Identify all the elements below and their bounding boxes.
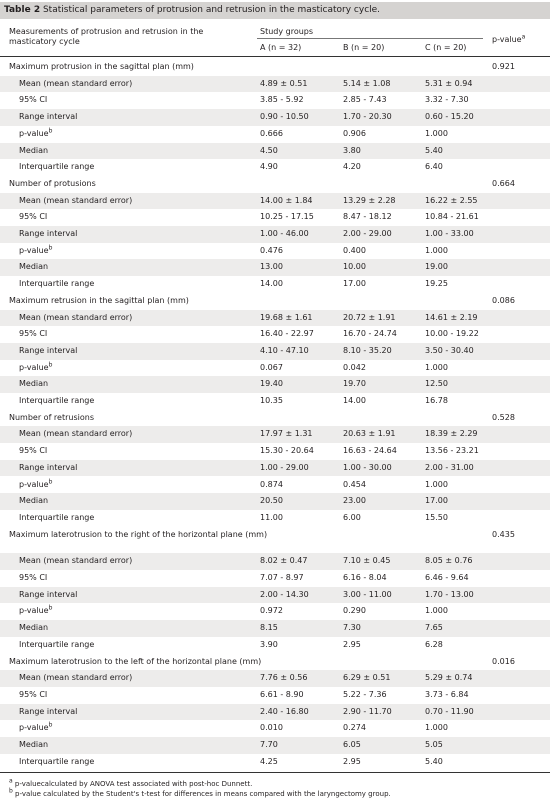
cell-group-c: 5.40 xyxy=(425,145,443,155)
row-label-text: p-value xyxy=(19,606,49,616)
cell-group-a: 14.00 ± 1.84 xyxy=(260,195,313,205)
row-label-text: Mean (mean standard error) xyxy=(19,312,133,322)
cell-group-b: 7.30 xyxy=(343,623,361,633)
row-label xyxy=(19,573,47,583)
header-p-value-label: p-value xyxy=(492,35,522,44)
row-label xyxy=(19,477,53,490)
cell-group-b: 2.95 xyxy=(343,756,361,766)
cell-group-b: 0.454 xyxy=(343,479,366,489)
header-p-value xyxy=(492,35,525,45)
row-label xyxy=(19,690,47,700)
row-label-text: p-value xyxy=(19,245,49,255)
row-label-sup: b xyxy=(48,360,53,368)
header-rule xyxy=(0,56,550,57)
cell-group-a: 0.874 xyxy=(260,479,283,489)
section-title: Number of protusions xyxy=(9,178,96,188)
study-groups-rule xyxy=(257,38,483,39)
cell-group-a: 19.40 xyxy=(260,379,283,389)
cell-group-a: 15.30 - 20.64 xyxy=(260,446,314,456)
table-row xyxy=(0,460,550,477)
cell-group-a: 0.666 xyxy=(260,128,283,138)
table-row xyxy=(0,126,550,143)
cell-group-c: 16.22 ± 2.55 xyxy=(425,195,478,205)
table-row xyxy=(0,159,550,176)
cell-group-c: 1.000 xyxy=(425,606,448,616)
row-label xyxy=(19,229,77,239)
header-group-a: A (n = 32) xyxy=(260,43,302,52)
section-title: Number of retrusions xyxy=(9,412,94,422)
cell-group-a: 17.97 ± 1.31 xyxy=(260,429,313,439)
row-label-text: Interquartile range xyxy=(19,162,95,172)
row-label-text: 95% CI xyxy=(19,212,48,222)
row-label-text: Interquartile range xyxy=(19,756,95,766)
row-label-sup: b xyxy=(48,127,53,135)
row-label-sup: b xyxy=(48,477,53,485)
cell-group-b: 7.10 ± 0.45 xyxy=(343,556,391,566)
row-label-text: Interquartile range xyxy=(19,279,95,289)
table-row xyxy=(0,376,550,393)
table-row xyxy=(0,109,550,126)
table-row xyxy=(0,243,550,260)
table-row xyxy=(0,637,550,654)
cell-group-c: 0.70 - 11.90 xyxy=(425,706,474,716)
row-label xyxy=(19,396,94,406)
cell-group-b: 5.14 ± 1.08 xyxy=(343,78,391,88)
cell-group-c: 5.29 ± 0.74 xyxy=(425,673,473,683)
row-label xyxy=(19,556,132,566)
row-label xyxy=(19,707,77,717)
cell-group-c: 19.25 xyxy=(425,279,448,289)
row-label-text: 95% CI xyxy=(19,95,48,105)
cell-group-b: 13.29 ± 2.28 xyxy=(343,195,396,205)
cell-group-c: 6.28 xyxy=(425,639,443,649)
table-row xyxy=(0,570,550,587)
row-label-sup: b xyxy=(48,604,53,612)
cell-group-a: 0.010 xyxy=(260,723,283,733)
section-header-row xyxy=(0,527,550,554)
row-label xyxy=(19,112,77,122)
table-row xyxy=(0,76,550,93)
cell-group-b: 5.22 - 7.36 xyxy=(343,689,387,699)
row-label xyxy=(19,513,94,523)
section-header-row xyxy=(0,176,550,193)
section-p-value: 0.664 xyxy=(492,178,515,188)
table-row xyxy=(0,92,550,109)
cell-group-b: 8.10 - 35.20 xyxy=(343,345,392,355)
table-row xyxy=(0,226,550,243)
cell-group-c: 15.50 xyxy=(425,512,448,522)
row-label xyxy=(19,313,132,323)
row-label xyxy=(19,606,52,616)
row-label-text: Range interval xyxy=(19,462,78,472)
cell-group-c: 3.50 - 30.40 xyxy=(425,345,474,355)
cell-group-c: 6.40 xyxy=(425,162,443,172)
row-label xyxy=(19,346,77,356)
table-row xyxy=(0,620,550,637)
footnote-text: p-valuecalculated by ANOVA test associated with post-hoc Dunnett. xyxy=(14,780,253,789)
table-row xyxy=(0,603,550,620)
cell-group-a: 0.972 xyxy=(260,606,283,616)
cell-group-c: 1.000 xyxy=(425,128,448,138)
header-measurements-line1: Measurements of protrusion and retrusion in the xyxy=(9,27,204,36)
header-p-value-sup: a xyxy=(521,33,526,41)
table-row xyxy=(0,443,550,460)
header-measurements xyxy=(9,27,203,47)
cell-group-b: 6.00 xyxy=(343,512,361,522)
row-label-text: Mean (mean standard error) xyxy=(19,556,133,566)
row-label xyxy=(19,129,52,139)
cell-group-b: 0.906 xyxy=(343,128,366,138)
cell-group-c: 10.84 - 21.61 xyxy=(425,212,479,222)
row-label xyxy=(19,496,48,506)
cell-group-a: 0.476 xyxy=(260,245,283,255)
footnote xyxy=(9,790,391,799)
cell-group-c: 19.00 xyxy=(425,262,448,272)
row-label xyxy=(19,623,48,633)
table-row xyxy=(0,310,550,327)
cell-group-c: 2.00 - 31.00 xyxy=(425,462,474,472)
table-row xyxy=(0,587,550,604)
row-label-text: Median xyxy=(19,740,49,749)
section-p-value: 0.435 xyxy=(492,529,515,539)
cell-group-b: 1.00 - 30.00 xyxy=(343,462,392,472)
cell-group-a: 4.25 xyxy=(260,756,278,766)
table-row xyxy=(0,360,550,377)
row-label-text: Range interval xyxy=(19,229,78,238)
cell-group-c: 1.000 xyxy=(425,362,448,372)
table-row xyxy=(0,687,550,704)
row-label-text: Median xyxy=(19,496,49,506)
cell-group-c: 1.000 xyxy=(425,479,448,489)
cell-group-c: 1.00 - 33.00 xyxy=(425,229,474,238)
cell-group-a: 10.25 - 17.15 xyxy=(260,212,314,222)
section-title: Maximum laterotrusion to the right of the horizontal plane (mm) xyxy=(9,529,268,539)
cell-group-c: 16.78 xyxy=(425,396,448,405)
row-label xyxy=(19,640,94,650)
section-header-row xyxy=(0,410,550,427)
row-label xyxy=(19,162,94,172)
cell-group-c: 10.00 - 19.22 xyxy=(425,329,479,339)
header-group-b: B (n = 20) xyxy=(343,43,385,52)
row-label xyxy=(19,723,52,733)
cell-group-a: 4.50 xyxy=(260,145,278,155)
table-row xyxy=(0,143,550,160)
cell-group-a: 1.00 - 29.00 xyxy=(260,462,309,472)
row-label-text: Range interval xyxy=(19,112,78,122)
row-label-text: p-value xyxy=(19,479,49,489)
table-row xyxy=(0,393,550,410)
cell-group-b: 2.90 - 11.70 xyxy=(343,706,392,716)
row-label xyxy=(19,590,77,600)
row-label-text: Median xyxy=(19,379,49,389)
table-row xyxy=(0,209,550,226)
cell-group-b: 0.400 xyxy=(343,245,366,255)
section-title: Maximum laterotrusion to the left of the horizontal plane (mm) xyxy=(9,656,262,666)
row-label-text: Range interval xyxy=(19,589,78,599)
cell-group-a: 4.89 ± 0.51 xyxy=(260,78,308,88)
row-label-sup: b xyxy=(48,721,53,729)
row-label xyxy=(19,279,94,289)
table-row xyxy=(0,704,550,721)
cell-group-a: 6.61 - 8.90 xyxy=(260,689,304,699)
section-header-row xyxy=(0,654,550,671)
row-label-text: Interquartile range xyxy=(19,512,95,522)
cell-group-a: 2.40 - 16.80 xyxy=(260,706,309,716)
row-label-text: Range interval xyxy=(19,345,78,355)
section-p-value: 0.528 xyxy=(492,412,515,422)
cell-group-a: 13.00 xyxy=(260,262,283,272)
cell-group-a: 3.90 xyxy=(260,639,278,649)
row-label xyxy=(19,740,48,750)
cell-group-a: 0.90 - 10.50 xyxy=(260,112,309,122)
cell-group-b: 23.00 xyxy=(343,496,366,506)
cell-group-c: 6.46 - 9.64 xyxy=(425,573,469,582)
cell-group-a: 7.07 - 8.97 xyxy=(260,573,304,582)
cell-group-b: 17.00 xyxy=(343,279,366,289)
row-label-text: Interquartile range xyxy=(19,396,95,405)
row-label xyxy=(19,673,132,683)
cell-group-c: 3.32 - 7.30 xyxy=(425,95,469,105)
section-title: Maximum protrusion in the sagittal plan (mm) xyxy=(9,62,194,71)
cell-group-b: 2.95 xyxy=(343,639,361,649)
cell-group-a: 1.00 - 46.00 xyxy=(260,229,309,238)
row-label xyxy=(19,95,47,105)
row-label xyxy=(19,329,47,339)
row-label-text: Mean (mean standard error) xyxy=(19,429,133,439)
row-label-text: Median xyxy=(19,623,49,633)
cell-group-c: 0.60 - 15.20 xyxy=(425,112,474,122)
section-p-value: 0.921 xyxy=(492,62,515,71)
cell-group-b: 20.63 ± 1.91 xyxy=(343,429,396,439)
table-row xyxy=(0,493,550,510)
row-label-text: Range interval xyxy=(19,706,78,716)
row-label-text: Median xyxy=(19,145,49,155)
cell-group-a: 3.85 - 5.92 xyxy=(260,95,304,105)
section-p-value: 0.016 xyxy=(492,656,515,666)
section-header-row xyxy=(0,59,550,76)
row-label xyxy=(19,429,132,439)
header-study-groups: Study groups xyxy=(260,27,314,36)
row-label xyxy=(19,212,47,222)
row-label xyxy=(19,79,132,89)
cell-group-c: 12.50 xyxy=(425,379,448,389)
cell-group-a: 4.90 xyxy=(260,162,278,172)
cell-group-c: 8.05 ± 0.76 xyxy=(425,556,473,566)
row-label xyxy=(19,262,48,272)
row-label xyxy=(19,146,48,156)
cell-group-b: 16.70 - 24.74 xyxy=(343,329,397,339)
cell-group-a: 2.00 - 14.30 xyxy=(260,589,309,599)
cell-group-c: 1.000 xyxy=(425,245,448,255)
row-label-sup: b xyxy=(48,244,53,252)
row-label xyxy=(19,757,94,767)
cell-group-c: 5.31 ± 0.94 xyxy=(425,78,473,88)
cell-group-c: 18.39 ± 2.29 xyxy=(425,429,478,439)
table-row xyxy=(0,259,550,276)
table-row xyxy=(0,477,550,494)
cell-group-b: 3.80 xyxy=(343,145,361,155)
cell-group-b: 6.29 ± 0.51 xyxy=(343,673,391,683)
cell-group-b: 2.00 - 29.00 xyxy=(343,229,392,238)
row-label xyxy=(19,360,53,373)
table-row xyxy=(0,553,550,570)
table-row xyxy=(0,720,550,737)
row-label xyxy=(19,196,132,206)
cell-group-b: 1.70 - 20.30 xyxy=(343,112,392,122)
cell-group-c: 3.73 - 6.84 xyxy=(425,689,469,699)
row-label-text: 95% CI xyxy=(19,689,48,699)
cell-group-a: 4.10 - 47.10 xyxy=(260,345,309,355)
table-row xyxy=(0,754,550,771)
cell-group-b: 0.290 xyxy=(343,606,366,616)
row-label-text: 95% CI xyxy=(19,446,48,456)
table-bottom-rule xyxy=(0,772,550,773)
cell-group-a: 8.15 xyxy=(260,623,278,633)
section-p-value: 0.086 xyxy=(492,295,515,305)
table-row xyxy=(0,737,550,754)
cell-group-a: 10.35 xyxy=(260,396,283,405)
cell-group-b: 20.72 ± 1.91 xyxy=(343,312,396,322)
row-label-text: Mean (mean standard error) xyxy=(19,195,133,205)
cell-group-b: 8.47 - 18.12 xyxy=(343,212,392,222)
footnote-text: p-value calculated by the Student's t-test for differences in means compared with the laryngectomy group. xyxy=(15,790,391,799)
row-label-text: Mean (mean standard error) xyxy=(19,673,133,683)
cell-group-c: 14.61 ± 2.19 xyxy=(425,312,478,322)
cell-group-b: 6.16 - 8.04 xyxy=(343,573,387,582)
cell-group-a: 16.40 - 22.97 xyxy=(260,329,314,339)
row-label-text: 95% CI xyxy=(19,329,48,339)
row-label xyxy=(19,379,48,389)
cell-group-b: 0.274 xyxy=(343,723,366,733)
table-caption-label: Table 2 xyxy=(4,5,41,15)
cell-group-b: 6.05 xyxy=(343,740,361,749)
table-row xyxy=(0,276,550,293)
row-label-text: Interquartile range xyxy=(19,639,95,649)
row-label-text: 95% CI xyxy=(19,573,48,582)
cell-group-c: 5.05 xyxy=(425,740,443,749)
footnote-mark: b xyxy=(9,788,13,796)
cell-group-a: 7.76 ± 0.56 xyxy=(260,673,308,683)
row-label-text: p-value xyxy=(19,723,49,733)
table-caption-text: Statistical parameters of protrusion and retrusion in the masticatory cycle. xyxy=(42,5,381,15)
cell-group-a: 19.68 ± 1.61 xyxy=(260,312,313,322)
footnote-mark: a xyxy=(9,778,13,786)
cell-group-a: 14.00 xyxy=(260,279,283,289)
cell-group-b: 2.85 - 7.43 xyxy=(343,95,387,105)
cell-group-a: 7.70 xyxy=(260,740,278,749)
cell-group-b: 14.00 xyxy=(343,396,366,405)
cell-group-b: 16.63 - 24.64 xyxy=(343,446,397,456)
cell-group-c: 5.40 xyxy=(425,756,443,766)
cell-group-b: 10.00 xyxy=(343,262,366,272)
table-row xyxy=(0,670,550,687)
row-label-text: p-value xyxy=(19,128,49,138)
row-label xyxy=(19,246,52,256)
cell-group-a: 8.02 ± 0.47 xyxy=(260,556,308,566)
table-row xyxy=(0,510,550,527)
header-group-c: C (n = 20) xyxy=(425,43,467,52)
cell-group-c: 1.000 xyxy=(425,723,448,733)
row-label-text: p-value xyxy=(19,362,49,372)
cell-group-c: 7.65 xyxy=(425,623,443,633)
cell-group-b: 3.00 - 11.00 xyxy=(343,589,392,599)
cell-group-b: 4.20 xyxy=(343,162,361,172)
cell-group-a: 11.00 xyxy=(260,512,283,522)
footnote xyxy=(9,780,252,789)
section-title: Maximum retrusion in the sagittal plan (mm) xyxy=(9,295,189,305)
row-label-text: Mean (mean standard error) xyxy=(19,78,133,88)
table-row xyxy=(0,193,550,210)
cell-group-a: 0.067 xyxy=(260,362,283,372)
row-label xyxy=(19,446,47,456)
section-header-row xyxy=(0,293,550,310)
table-row xyxy=(0,343,550,360)
header-measurements-line2: masticatory cycle xyxy=(9,37,80,46)
cell-group-c: 1.70 - 13.00 xyxy=(425,589,474,599)
cell-group-c: 13.56 - 23.21 xyxy=(425,446,479,456)
table-row xyxy=(0,426,550,443)
row-label-text: Median xyxy=(19,262,49,272)
cell-group-c: 17.00 xyxy=(425,496,448,506)
cell-group-b: 19.70 xyxy=(343,379,366,389)
row-label xyxy=(19,463,77,473)
cell-group-b: 0.042 xyxy=(343,362,366,372)
table-row xyxy=(0,326,550,343)
table-caption xyxy=(0,2,550,19)
cell-group-a: 20.50 xyxy=(260,496,283,506)
